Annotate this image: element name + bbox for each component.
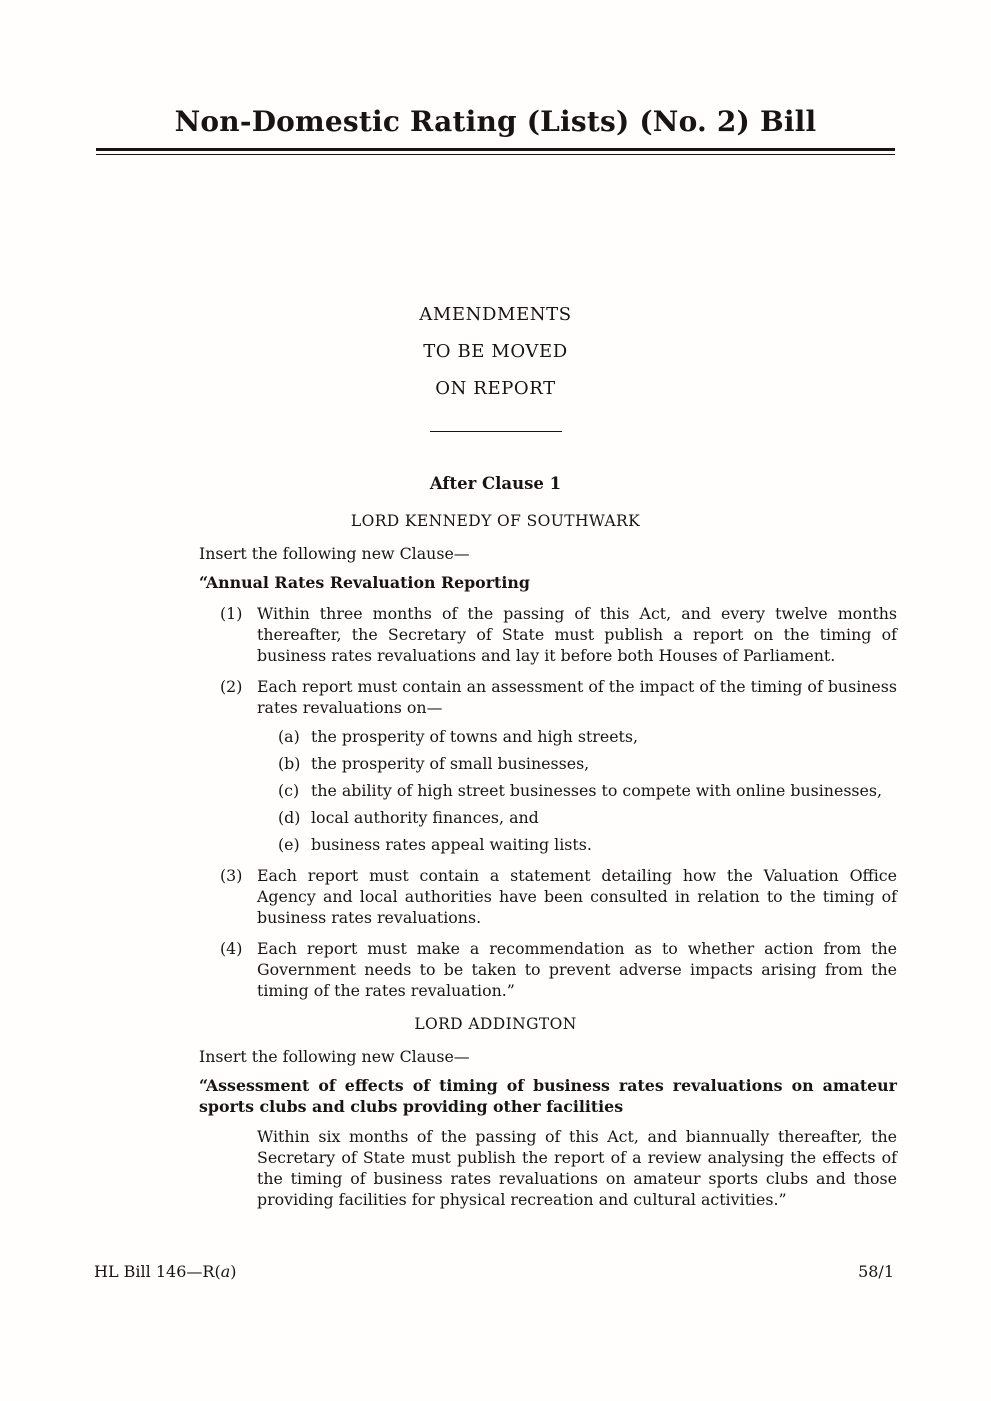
new-clause-title: “Assessment of effects of timing of business rates revaluations on amateur sports clubs and clubs providing other facilities xyxy=(199,1076,897,1116)
paragraph-d xyxy=(278,807,897,828)
section-heading-after-clause-1: After Clause 1 xyxy=(429,474,562,493)
title-rule-thin xyxy=(96,154,895,155)
bill-reference xyxy=(94,1262,236,1282)
subsection-number: (3) xyxy=(220,866,243,885)
new-clause-title: “Annual Rates Revaluation Reporting xyxy=(199,573,530,592)
paragraph-c xyxy=(278,780,897,801)
paragraph-letter: (b) xyxy=(278,754,301,773)
paragraph-letter: (a) xyxy=(278,727,300,746)
paragraph-e xyxy=(278,834,897,855)
subsection-text: Each report must contain an assessment of the impact of the timing of business rates revaluations on— xyxy=(257,677,897,717)
separator-rule xyxy=(430,431,562,432)
clause-subsection-3 xyxy=(199,865,897,928)
subsection-number: (1) xyxy=(220,604,243,623)
paragraph-a xyxy=(278,726,897,747)
clause-text: Within six months of the passing of this Act, and biannually thereafter, the Secretary of State must publish the report of a review analysing the effects of the timing of business rates revaluations on amateur sports clubs and those providing facilities for physical recreation and cultural activities.” xyxy=(257,1127,897,1209)
amendments-heading xyxy=(0,305,991,399)
mover-name-lord-addington: LORD ADDINGTON xyxy=(414,1015,577,1033)
subsection-text: Within three months of the passing of this Act, and every twelve months thereafter, the Secretary of State must publish a report on the timing of business rates revaluations and lay it before both Houses of Parliament. xyxy=(257,604,897,665)
bill-reference-italic-letter: a xyxy=(220,1262,231,1281)
subsection-text: Each report must make a recommendation as to whether action from the Government needs to be taken to prevent adverse impacts arising from the timing of the rates revaluation.” xyxy=(257,939,897,1000)
paragraph-text: the ability of high street businesses to compete with online businesses, xyxy=(311,781,883,800)
insert-instruction: Insert the following new Clause— xyxy=(199,1047,470,1066)
clause-subsection-1 xyxy=(199,603,897,666)
heading-line-amendments: AMENDMENTS xyxy=(419,304,572,325)
heading-line-on-report: ON REPORT xyxy=(435,378,556,399)
title-rule-thick xyxy=(96,148,895,151)
page-footer xyxy=(94,1262,894,1282)
subsection-number: (4) xyxy=(220,939,243,958)
amendment-2-body xyxy=(199,1046,897,1210)
insert-instruction: Insert the following new Clause— xyxy=(199,544,470,563)
mover-name-lord-kennedy: LORD KENNEDY OF SOUTHWARK xyxy=(350,512,641,530)
paragraph-letter: (c) xyxy=(278,781,300,800)
paragraph-text: local authority finances, and xyxy=(311,808,539,827)
amendment-1-body xyxy=(199,543,897,1001)
paragraph-letter: (e) xyxy=(278,835,300,854)
bill-reference-prefix: HL Bill 146—R( xyxy=(94,1262,221,1281)
subsection-body xyxy=(257,676,897,855)
paragraph-b xyxy=(278,753,897,774)
paragraph-letter: (d) xyxy=(278,808,301,827)
subsection-number: (2) xyxy=(220,677,243,696)
paragraph-text: business rates appeal waiting lists. xyxy=(311,835,592,854)
subsection-text: Each report must contain a statement detailing how the Valuation Office Agency and local authorities have been consulted in relation to the timing of business rates revaluations. xyxy=(257,866,897,927)
heading-line-to-be-moved: TO BE MOVED xyxy=(423,341,568,362)
paragraph-text: the prosperity of small businesses, xyxy=(311,754,590,773)
bill-title: Non-Domestic Rating (Lists) (No. 2) Bill xyxy=(174,105,817,138)
bill-reference-suffix: ) xyxy=(230,1262,237,1281)
title-rule xyxy=(96,148,895,155)
clause-subsection-4 xyxy=(199,938,897,1001)
paragraph-text: the prosperity of towns and high streets, xyxy=(311,727,639,746)
amendment-sheet-number: 58/1 xyxy=(858,1262,894,1281)
clause-subsection-2 xyxy=(199,676,897,855)
